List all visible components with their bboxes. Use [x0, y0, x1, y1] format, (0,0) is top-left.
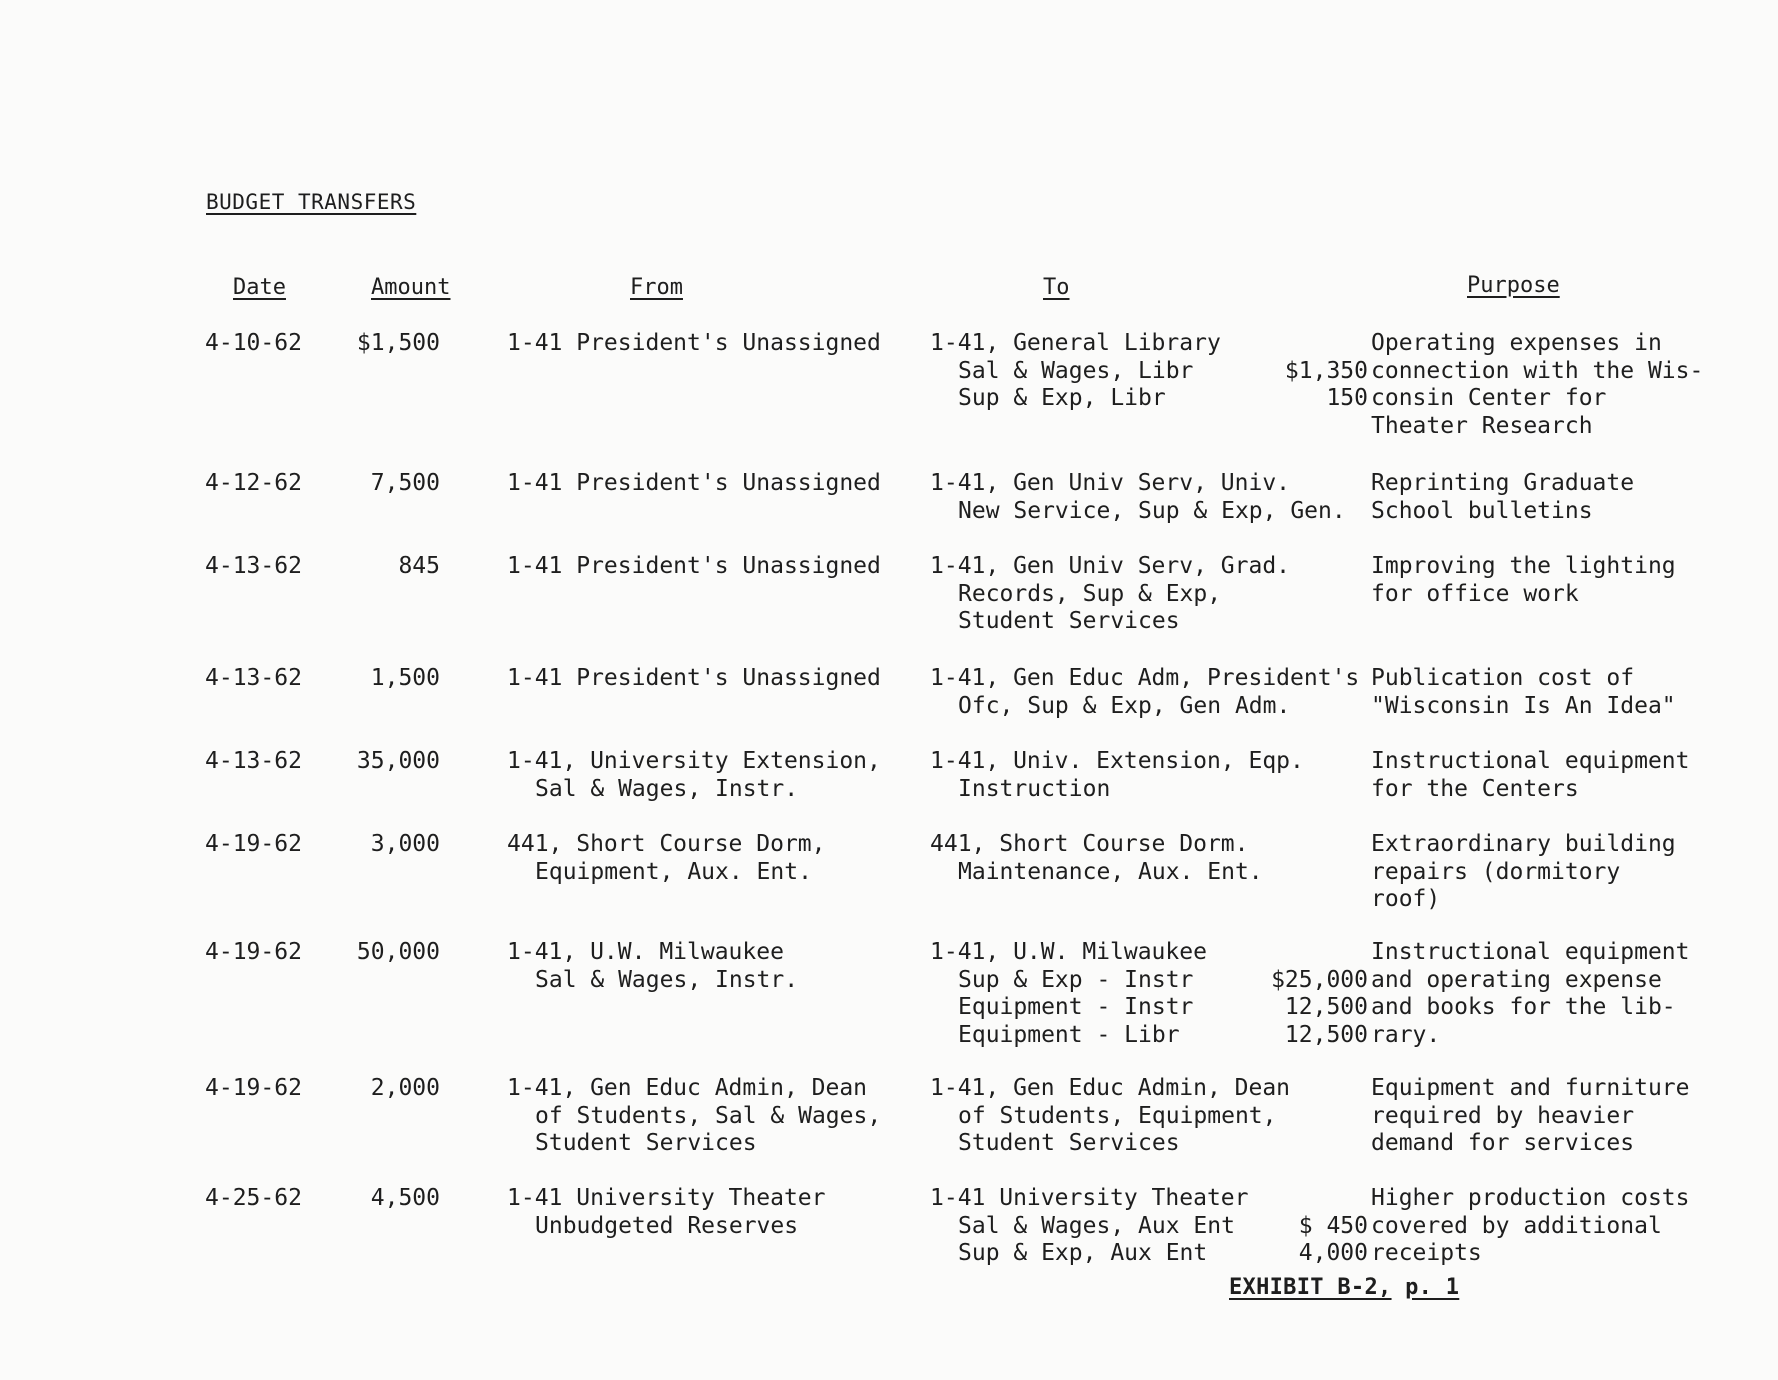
purpose-line: for the Centers: [1371, 775, 1579, 802]
from-account: [507, 330, 881, 358]
transfer-date: 4-13-62: [205, 665, 302, 691]
page-title: BUDGET TRANSFERS: [206, 190, 417, 214]
purpose-line: Improving the lighting: [1371, 553, 1676, 579]
from-line: 441, Short Course Dorm,: [507, 831, 826, 857]
purpose-line: rary.: [1371, 1021, 1441, 1048]
to-line: 1-41, General Library: [930, 330, 1221, 356]
from-line: 1-41 President's Unassigned: [507, 330, 881, 356]
purpose-line: roof): [1371, 886, 1441, 912]
from-account: [507, 939, 798, 994]
to-item-amount: $1,350: [1284, 357, 1368, 384]
transfer-amount: 35,000: [356, 748, 440, 774]
column-header-to: To: [1043, 275, 1070, 300]
to-breakdown-item: [930, 994, 1368, 1022]
to-item-label: Sal & Wages, Aux Ent: [958, 1212, 1235, 1239]
to-item-label: Equipment - Libr: [958, 1021, 1180, 1048]
purpose-line: Publication cost of: [1371, 665, 1635, 691]
purpose-line: consin Center for: [1371, 385, 1607, 411]
to-line: 1-41, Gen Educ Admin, Dean: [930, 1075, 1291, 1101]
to-account: [930, 748, 1304, 803]
to-line: 1-41, Univ. Extension, Eqp.: [930, 748, 1304, 774]
purpose: [1371, 748, 1690, 803]
to-line: 1-41, Gen Univ Serv, Grad.: [930, 553, 1291, 579]
purpose-line: Instructional equipment: [1371, 748, 1690, 774]
to-account: [930, 1185, 1368, 1268]
to-account: [930, 1075, 1290, 1158]
purpose-line: "Wisconsin Is An Idea": [1371, 692, 1676, 719]
to-item-amount: $ 450: [1298, 1212, 1368, 1239]
to-line: Student Services: [958, 1130, 1180, 1156]
transfer-date: 4-25-62: [205, 1185, 302, 1211]
to-item-label: Sup & Exp - Instr: [958, 966, 1194, 993]
to-item-label: Sup & Exp, Libr: [958, 385, 1166, 411]
transfer-date: 4-12-62: [205, 470, 302, 496]
transfer-amount: 1,500: [370, 665, 440, 691]
transfer-date: 4-10-62: [205, 330, 302, 356]
transfer-amount: $1,500: [356, 330, 440, 356]
to-line: of Students, Equipment,: [958, 1102, 1277, 1129]
from-line: Unbudgeted Reserves: [535, 1212, 799, 1239]
from-line: 1-41, U.W. Milwaukee: [507, 939, 784, 965]
column-header-purpose: Purpose: [1467, 273, 1560, 298]
purpose-line: for office work: [1371, 580, 1579, 607]
from-line: of Students, Sal & Wages,: [535, 1102, 882, 1129]
to-breakdown-item: [930, 1213, 1368, 1241]
to-line: 1-41, Gen Educ Adm, President's: [930, 665, 1360, 691]
purpose-line: and operating expense: [1371, 966, 1662, 993]
from-line: 1-41 President's Unassigned: [507, 553, 881, 579]
from-account: [507, 470, 881, 498]
to-breakdown-item: [930, 1240, 1368, 1268]
to-item-amount: 150: [1326, 385, 1368, 411]
to-item-amount: 12,500: [1284, 994, 1368, 1020]
purpose-line: receipts: [1371, 1240, 1482, 1266]
to-breakdown-item: [930, 358, 1368, 386]
to-line: 1-41, U.W. Milwaukee: [930, 939, 1207, 965]
purpose-line: connection with the Wis-: [1371, 357, 1704, 384]
column-header-date: Date: [233, 275, 286, 300]
purpose-line: School bulletins: [1371, 497, 1593, 524]
purpose: [1371, 1075, 1690, 1158]
purpose-line: required by heavier: [1371, 1102, 1635, 1129]
from-line: 1-41 President's Unassigned: [507, 665, 881, 691]
from-line: 1-41, University Extension,: [507, 748, 881, 774]
transfer-date: 4-13-62: [205, 748, 302, 774]
transfer-date: 4-19-62: [205, 1075, 302, 1101]
purpose: [1371, 553, 1676, 608]
to-account: [930, 665, 1359, 720]
to-breakdown-item: [930, 967, 1368, 995]
from-line: 1-41 President's Unassigned: [507, 470, 881, 496]
to-item-amount: $25,000: [1271, 966, 1368, 993]
transfer-amount: 3,000: [370, 831, 440, 857]
from-account: [507, 665, 881, 693]
to-line: Instruction: [958, 775, 1111, 802]
from-account: [507, 1075, 881, 1158]
to-account: [930, 831, 1263, 886]
to-account: [930, 939, 1368, 1049]
column-header-from: From: [630, 275, 683, 300]
purpose: [1371, 939, 1690, 1049]
to-line: 1-41 University Theater: [930, 1185, 1249, 1211]
purpose-line: repairs (dormitory: [1371, 858, 1621, 885]
to-item-label: Sal & Wages, Libr: [958, 357, 1194, 384]
to-line: Student Services: [958, 608, 1180, 634]
to-account: [930, 470, 1346, 525]
to-line: Maintenance, Aux. Ent.: [958, 858, 1263, 885]
from-account: [507, 553, 881, 581]
purpose-line: Equipment and furniture: [1371, 1075, 1690, 1101]
purpose-line: Operating expenses in: [1371, 330, 1662, 356]
from-line: Student Services: [535, 1130, 757, 1156]
from-line: 1-41, Gen Educ Admin, Dean: [507, 1075, 868, 1101]
transfer-amount: 4,500: [370, 1185, 440, 1211]
to-line: New Service, Sup & Exp, Gen.: [958, 497, 1346, 524]
to-item-amount: 4,000: [1298, 1240, 1368, 1266]
column-header-amount: Amount: [371, 275, 451, 300]
to-item-label: Sup & Exp, Aux Ent: [958, 1240, 1208, 1266]
to-item-amount: 12,500: [1284, 1021, 1368, 1048]
from-line: Sal & Wages, Instr.: [535, 775, 799, 802]
from-account: [507, 831, 826, 886]
transfer-amount: 50,000: [356, 939, 440, 965]
from-line: Sal & Wages, Instr.: [535, 966, 799, 993]
purpose-line: Instructional equipment: [1371, 939, 1690, 965]
transfer-amount: 2,000: [370, 1075, 440, 1101]
transfer-date: 4-19-62: [205, 939, 302, 965]
from-line: Equipment, Aux. Ent.: [535, 858, 812, 885]
to-line: Records, Sup & Exp,: [958, 580, 1222, 607]
purpose: [1371, 665, 1676, 720]
transfer-amount: 7,500: [370, 470, 440, 496]
from-account: [507, 1185, 826, 1240]
purpose-line: and books for the lib-: [1371, 994, 1676, 1020]
from-line: 1-41 University Theater: [507, 1185, 826, 1211]
purpose: [1371, 1185, 1690, 1268]
exhibit-number: EXHIBIT B-2,: [1229, 1275, 1392, 1300]
to-breakdown-item: [930, 1022, 1368, 1050]
purpose: [1371, 470, 1634, 525]
to-item-label: Equipment - Instr: [958, 994, 1194, 1020]
purpose-line: demand for services: [1371, 1130, 1635, 1156]
purpose: [1371, 330, 1703, 440]
purpose-line: Theater Research: [1371, 412, 1593, 439]
from-account: [507, 748, 881, 803]
transfer-date: 4-13-62: [205, 553, 302, 579]
transfer-date: 4-19-62: [205, 831, 302, 857]
exhibit-label: [1229, 1275, 1459, 1300]
exhibit-page: p. 1: [1405, 1275, 1460, 1300]
purpose-line: Higher production costs: [1371, 1185, 1690, 1211]
to-line: 441, Short Course Dorm.: [930, 831, 1249, 857]
to-account: [930, 553, 1290, 636]
purpose-line: covered by additional: [1371, 1212, 1662, 1239]
to-account: [930, 330, 1368, 413]
to-line: 1-41, Gen Univ Serv, Univ.: [930, 470, 1291, 496]
transfer-amount: 845: [398, 553, 440, 579]
purpose: [1371, 831, 1676, 914]
purpose-line: Reprinting Graduate: [1371, 470, 1635, 496]
to-breakdown-item: [930, 385, 1368, 413]
to-line: Ofc, Sup & Exp, Gen Adm.: [958, 692, 1291, 719]
purpose-line: Extraordinary building: [1371, 831, 1676, 857]
